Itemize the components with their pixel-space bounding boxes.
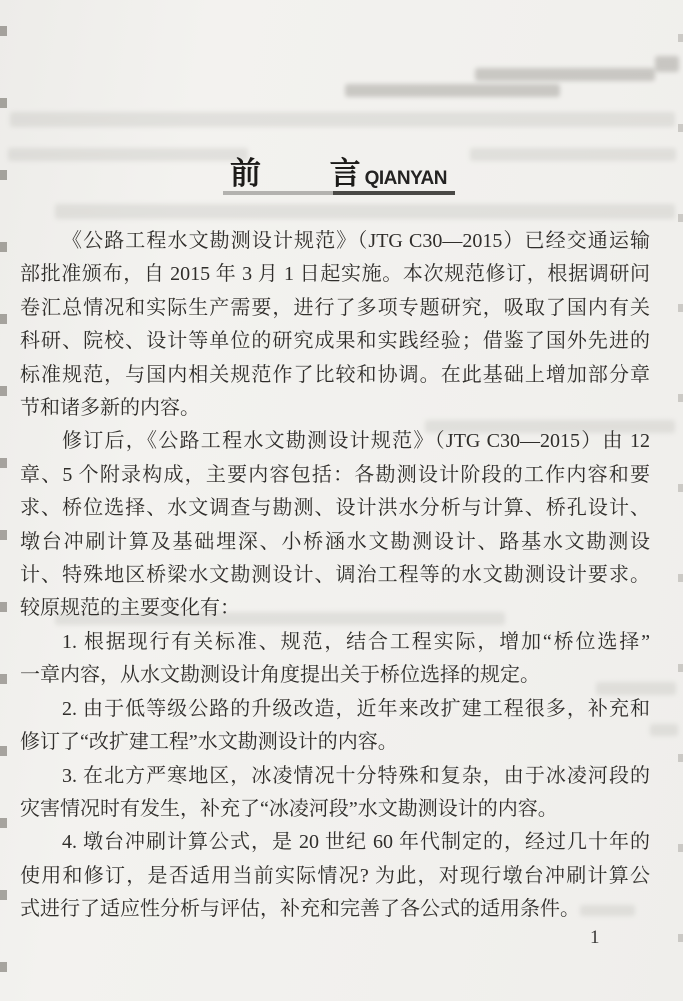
text-line: 章、5 个附录构成，主要内容包括：各勘测设计阶段的工作内容和要 [20,463,650,486]
text-line: 计、特殊地区桥梁水文勘测设计、调治工程等的水文勘测设计要求。 [20,564,650,587]
text-line: 2. 由于低等级公路的升级改造，近年来改扩建工程很多，补充和 [62,697,650,720]
title-rule-dark-segment [333,191,455,195]
text-line: 4. 墩台冲刷计算公式，是 20 世纪 60 年代制定的，经过几十年的 [62,831,650,854]
text-line: 3. 在北方严寒地区，冰凌情况十分特殊和复杂，由于冰凌河段的 [62,764,650,787]
text-line: 科研、院校、设计等单位的研究成果和实践经验；借鉴了国外先进的 [20,330,650,353]
page-title-pinyin: QIANYAN [364,168,447,189]
scan-edge-left [0,0,7,1001]
text-line: 卷汇总情况和实际生产需要，进行了多项专题研究，吸取了国内有关 [20,296,650,319]
bleed-through-artifact [650,724,678,736]
page-number: 1 [590,927,600,948]
page-title [230,158,447,189]
bleed-through-artifact [475,68,655,81]
scan-edge-right [678,0,683,1001]
text-line: 墩台冲刷计算及基础埋深、小桥涵水文勘测设计、路基水文勘测设 [20,530,650,553]
text-line: 《公路工程水文勘测设计规范》（JTG C30—2015）已经交通运输 [62,230,650,252]
title-rule-light-segment [223,191,333,195]
body-text [20,225,650,927]
page-title-hanzi: 前 言 [230,156,362,191]
text-line: 1. 根据现行有关标准、规范，结合工程实际，增加“桥位选择” [62,630,650,653]
bleed-through-artifact [8,148,248,161]
text-line: 标准规范，与国内相关规范作了比较和协调。在此基础上增加部分章 [20,363,650,386]
text-line: 较原规范的主要变化有： [20,597,240,620]
bleed-through-artifact [470,148,676,161]
text-line: 灾害情况时有发生，补充了“冰凌河段”水文勘测设计的内容。 [20,797,558,820]
text-line: 节和诸多新的内容。 [20,397,200,420]
text-line: 修订后，《公路工程水文勘测设计规范》（JTG C30—2015）由 12 [62,430,650,453]
text-line: 一章内容，从水文勘测设计角度提出关于桥位选择的规定。 [20,664,540,687]
title-underline-rule [223,191,455,195]
bleed-through-artifact [10,112,675,127]
text-line: 求、桥位选择、水文调查与勘测、设计洪水分析与计算、桥孔设计、 [20,497,650,520]
text-line: 使用和修订，是否适用当前实际情况? 为此，对现行墩台冲刷计算公 [20,864,650,887]
bleed-through-artifact [55,204,675,219]
bleed-through-artifact [345,84,560,97]
text-line: 式进行了适应性分析与评估，补充和完善了各公式的适用条件。 [20,898,580,921]
text-line: 修订了“改扩建工程”水文勘测设计的内容。 [20,731,398,754]
text-line: 部批准颁布，自 2015 年 3 月 1 日起实施。本次规范修订，根据调研问 [20,263,650,286]
bleed-through-artifact [655,56,679,72]
